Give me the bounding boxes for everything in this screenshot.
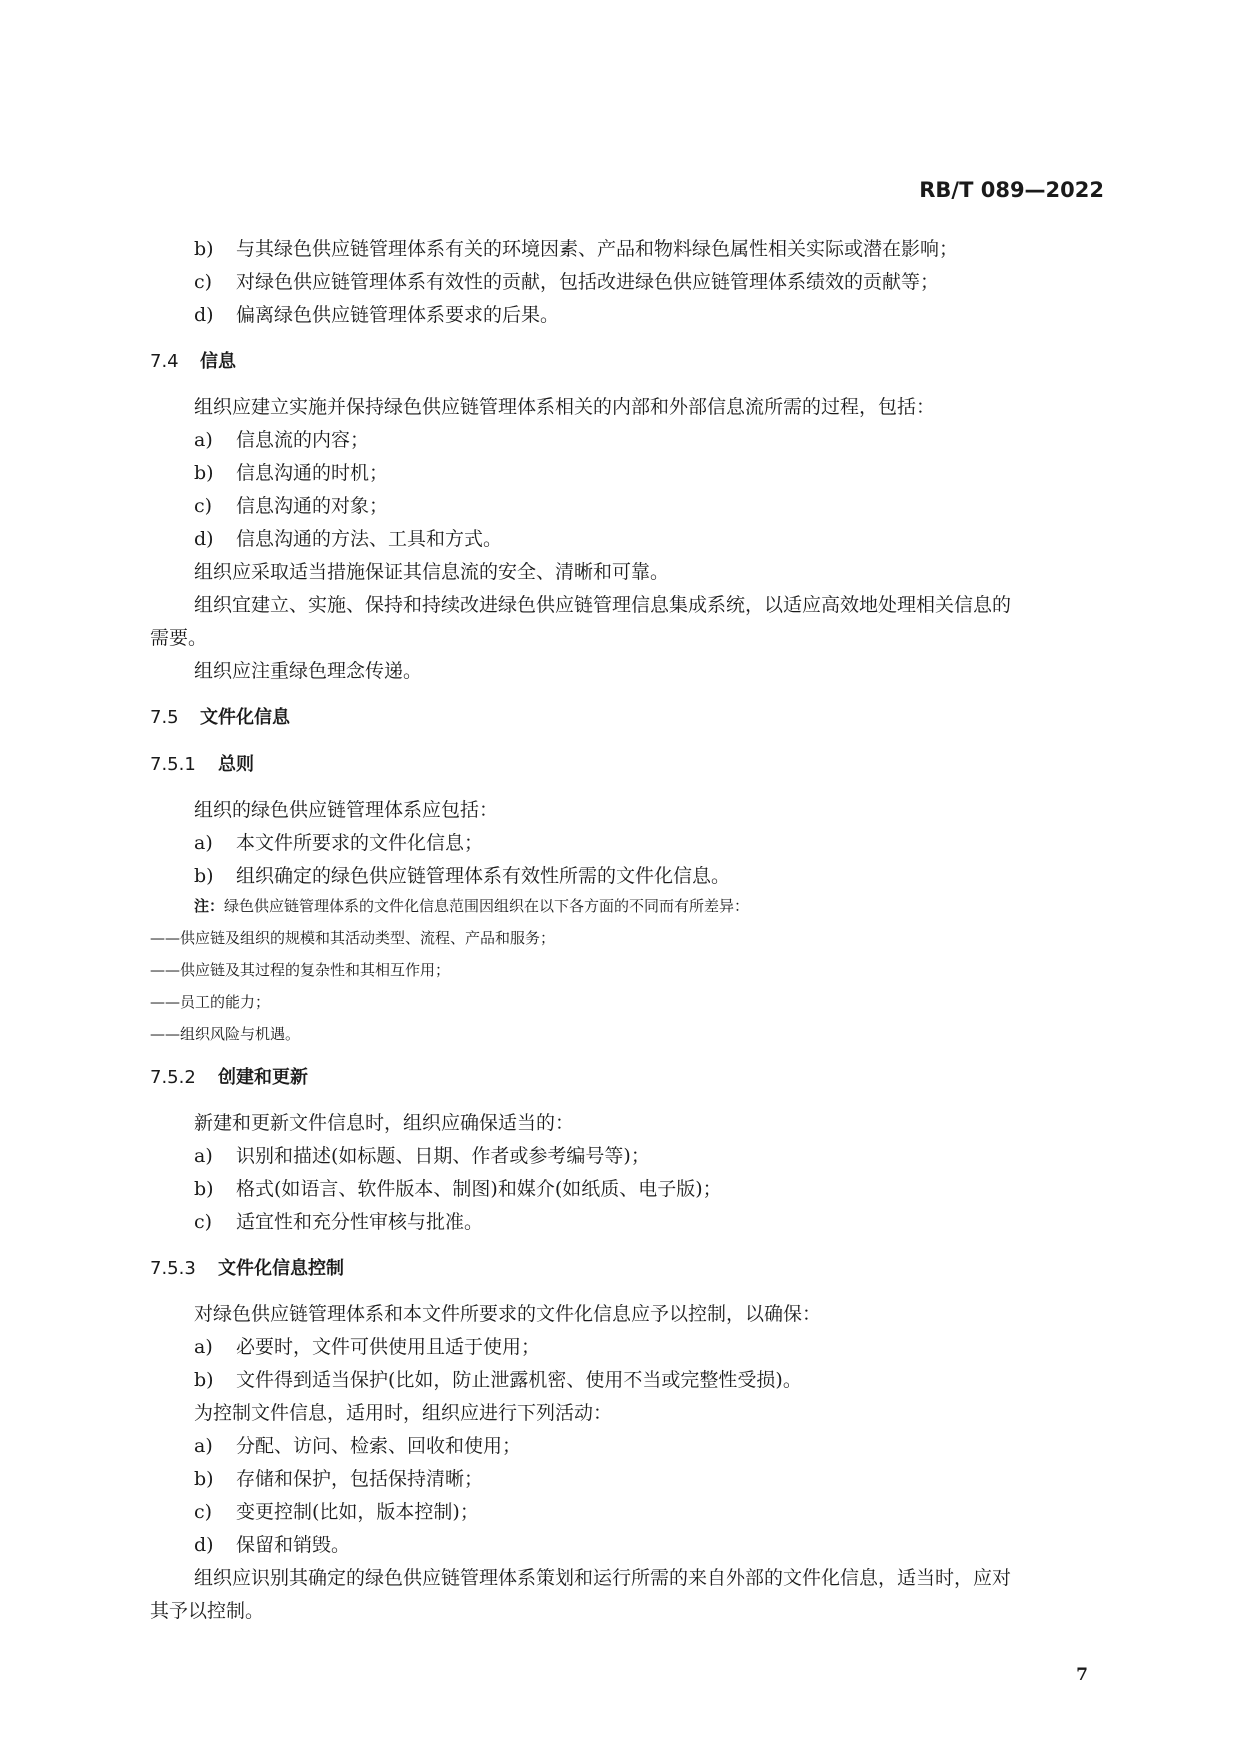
dash-item: ——供应链及组织的规模和其活动类型、流程、产品和服务； [150,929,556,947]
paragraph-continuation: 其予以控制。 [150,1600,265,1622]
list-item: a) 信息流的内容； [194,429,370,451]
list-item: b) 存储和保护，包括保持清晰； [194,1468,484,1490]
list-item: b) 文件得到适当保护(比如，防止泄露机密、使用不当或完整性受损)。 [194,1369,802,1391]
list-item: d) 偏离绿色供应链管理体系要求的后果。 [194,304,560,326]
list-item: b) 信息沟通的时机； [194,462,389,484]
dash-item: ——供应链及其过程的复杂性和其相互作用； [150,961,451,979]
section-heading-7-5-1: 7.5.1 总则 [150,754,254,775]
list-item: b) 组织确定的绿色供应链管理体系有效性所需的文件化信息。 [194,865,731,887]
paragraph: 组织宜建立、实施、保持和持续改进绿色供应链管理信息集成系统，以适应高效地处理相关信息的 [194,594,1012,616]
list-item: c) 信息沟通的对象； [194,495,389,517]
paragraph: 为控制文件信息，适用时，组织应进行下列活动： [194,1402,613,1424]
note: 注：绿色供应链管理体系的文件化信息范围因组织在以下各方面的不同而有所差异： [194,897,750,915]
paragraph-continuation: 需要。 [150,627,208,649]
document-code: RB/T 089—2022 [919,178,1104,202]
list-item: a) 本文件所要求的文件化信息； [194,832,484,854]
list-item: c) 适宜性和充分性审核与批准。 [194,1211,484,1233]
list-item: a) 必要时，文件可供使用且适于使用； [194,1336,541,1358]
page-number: 7 [1076,1665,1088,1685]
list-item: a) 识别和描述(如标题、日期、作者或参考编号等)； [194,1145,650,1167]
document-body [150,235,1110,1630]
list-item: b) 格式(如语言、软件版本、制图)和媒介(如纸质、电子版)； [194,1178,722,1200]
section-heading-7-4: 7.4 信息 [150,351,236,372]
section-heading-7-5-2: 7.5.2 创建和更新 [150,1067,308,1088]
list-item: a) 分配、访问、检索、回收和使用； [194,1435,522,1457]
list-item: c) 对绿色供应链管理体系有效性的贡献，包括改进绿色供应链管理体系绩效的贡献等； [194,271,940,293]
paragraph: 组织应识别其确定的绿色供应链管理体系策划和运行所需的来自外部的文件化信息，适当时，应对 [194,1567,1012,1589]
paragraph: 组织应注重绿色理念传递。 [194,660,423,682]
paragraph: 组织的绿色供应链管理体系应包括： [194,799,499,821]
paragraph: 对绿色供应链管理体系和本文件所要求的文件化信息应予以控制，以确保： [194,1303,822,1325]
dash-item: ——员工的能力； [150,993,271,1011]
section-heading-7-5-3: 7.5.3 文件化信息控制 [150,1258,344,1279]
dash-item: ——组织风险与机遇。 [150,1025,301,1043]
list-item: c) 变更控制(比如，版本控制)； [194,1501,479,1523]
paragraph: 组织应采取适当措施保证其信息流的安全、清晰和可靠。 [194,561,670,583]
list-item: d) 保留和销毁。 [194,1534,351,1556]
section-heading-7-5: 7.5 文件化信息 [150,707,290,728]
list-item: b) 与其绿色供应链管理体系有关的环境因素、产品和物料绿色属性相关实际或潜在影响； [194,238,959,260]
list-item: d) 信息沟通的方法、工具和方式。 [194,528,503,550]
paragraph: 新建和更新文件信息时，组织应确保适当的： [194,1112,575,1134]
paragraph: 组织应建立实施并保持绿色供应链管理体系相关的内部和外部信息流所需的过程，包括： [194,396,936,418]
